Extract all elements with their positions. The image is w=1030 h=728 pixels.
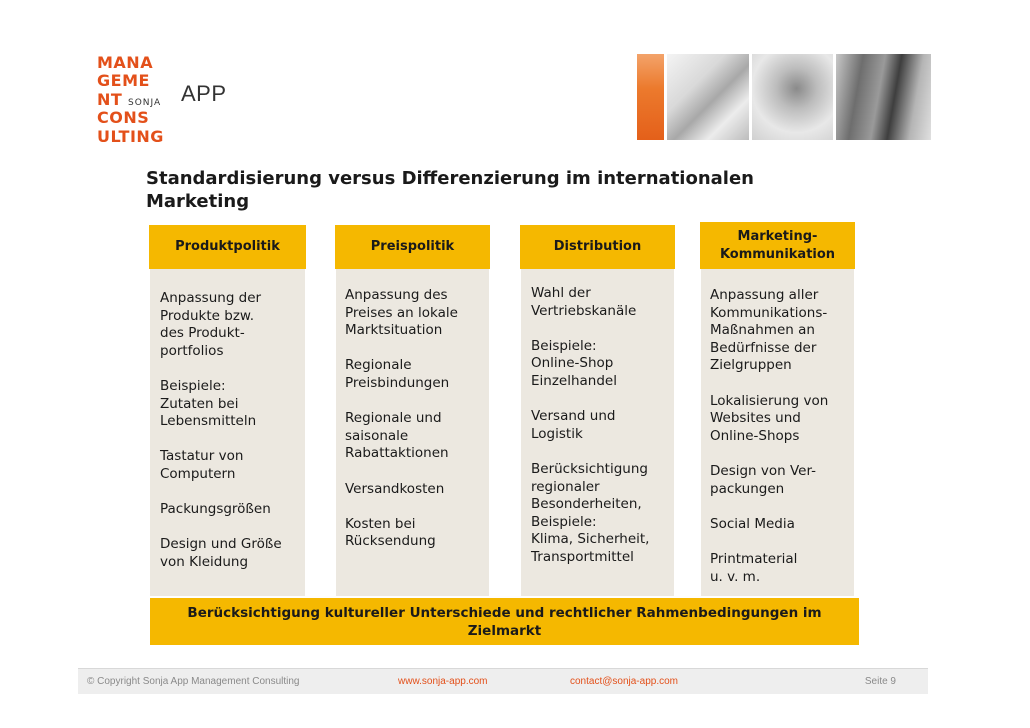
slide-title: Standardisierung versus Differenzierung im internationalen Marketing [146,168,755,212]
summary-banner: Berücksichtigung kultureller Unterschiede und rechtlicher Rahmenbedingungen im Zielmarkt [150,598,859,645]
footer [78,668,928,694]
logo-app: APP [181,80,227,106]
business-person-photo-image [752,54,833,140]
text-produktpolitik: Anpassung der Produkte bzw. des Produkt- portfolios Beispiele: Zutaten bei Lebensmitteln Tastatur von Computern Packungsgrößen Design und Größe von Kleidung [160,290,282,570]
logo-line-4: CONS [97,108,150,128]
footer-page-number: Seite 9 [864,676,896,687]
header-preispolitik: Preispolitik [335,225,490,269]
footer-email-link[interactable]: contact@sonja-app.com [570,676,678,687]
orange-photo-image [637,54,664,140]
header-produktpolitik: Produktpolitik [149,225,306,269]
logo-line-1: MANA [97,53,154,72]
logo-sonja: SONJA [128,97,162,108]
company-logo [97,53,227,146]
logo-line-3: NT [97,89,123,109]
text-distribution: Wahl der Vertriebskanäle Beispiele: Online-Shop Einzelhandel Versand und Logistik Berücksichtigung regionaler Besonderheiten, Beispiele: Klima, Sicherheit, Transportmittel [531,285,650,565]
text-marketing-kommunikation: Anpassung aller Kommunikations- Maßnahmen an Bedürfnisse der Zielgruppen Lokalisierung von Websites und Online-Shops Design von Ver- packungen Social Media Printmaterial u. v. m. [710,287,829,585]
header-marketing-kommunikation: Marketing- Kommunikation [700,222,855,269]
logo-line-5: ULTING [97,126,164,146]
header-photo-strip [637,54,931,140]
footer-copyright: © Copyright Sonja App Management Consulting [87,676,300,687]
text-preispolitik: Anpassung des Preises an lokale Marktsituation Regionale Preisbindungen Regionale und saisonale Rabattaktionen Versandkosten Kosten bei Rücksendung [345,287,458,550]
footer-website-link[interactable]: www.sonja-app.com [398,676,488,687]
header-distribution: Distribution [520,225,675,269]
people-walking-photo-image [836,54,931,140]
logo-line-2: GEME [97,71,150,91]
documents-photo-image [667,54,749,140]
